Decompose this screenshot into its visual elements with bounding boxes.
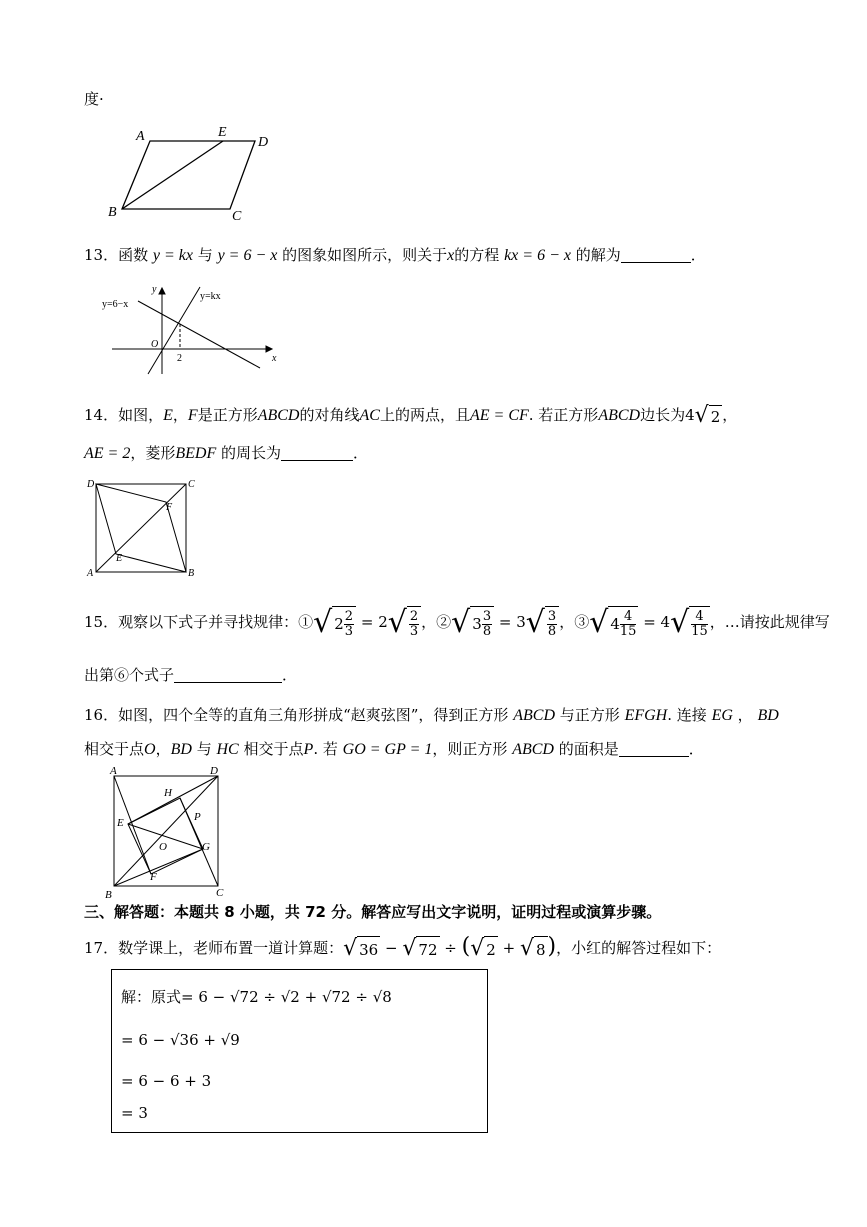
x-axis-arrow	[266, 346, 272, 352]
q14-text-i: 的周长为	[221, 444, 282, 462]
q15-item3-den2: 15	[691, 624, 708, 639]
q16-number: 16．	[84, 706, 119, 724]
q16-bd2: BD	[170, 741, 192, 758]
q15-item2-den2: 8	[547, 624, 557, 639]
label-c: C	[188, 479, 195, 490]
question-13	[84, 244, 706, 267]
q17-plus: +	[502, 939, 516, 957]
solution-line-2: = 6 − √36 + √9	[121, 1031, 240, 1049]
q14-bedf: BEDF	[175, 445, 217, 462]
question-14-line2	[84, 442, 368, 465]
solution-box	[111, 969, 488, 1133]
label-a: A	[136, 129, 145, 144]
q14-end: ．	[353, 444, 369, 462]
q14-side: 4	[685, 406, 695, 424]
question-16-line1	[84, 704, 779, 727]
q17-div: ÷	[444, 939, 457, 957]
q16-text-a: 如图，四个全等的直角三角形拼成“赵爽弦图”，得到正方形	[118, 706, 509, 724]
leg-d-e	[128, 776, 218, 824]
q16-text-d: ，	[737, 706, 753, 724]
q15-tail: ，…请按此规律写	[709, 613, 830, 631]
q13-graph-figure	[100, 282, 285, 377]
label-origin: O	[151, 339, 159, 350]
solution-step-1: = 6 − √72 ÷ √2 + √72 ÷ √8	[181, 988, 392, 1006]
q17-lp: (	[461, 934, 471, 959]
q14-text-g: ，	[722, 406, 738, 424]
q14-text-c: 的对角线	[299, 406, 360, 424]
q14-f: F	[187, 407, 198, 424]
q16-text-j: ，则正方形	[432, 740, 508, 758]
q16-abcd: ABCD	[513, 707, 555, 724]
label-axis-x: x	[272, 353, 277, 364]
label-y-6-x: y=6−x	[102, 299, 129, 310]
label-p: P	[194, 811, 201, 823]
q15-item1-coef: 2	[378, 613, 388, 631]
q14-text-f: 边长为	[640, 406, 686, 424]
q17-rp: )	[547, 934, 557, 959]
question-17: 17．数学课上，老师布置一道计算题：√ 36 − √ 72 ÷ (√ 2 + √ 8)，小红的解答过程如下：	[84, 934, 722, 961]
q13-number: 13．	[84, 246, 119, 264]
q14-number: 14．	[84, 406, 119, 424]
q16-text-f: ，	[155, 740, 171, 758]
q15-item2-mark: ②	[436, 613, 452, 631]
q14-text-b: 是正方形	[197, 406, 258, 424]
q17-text-a: 数学课上，老师布置一道计算题：	[118, 939, 344, 957]
q15-item2-num: 3	[482, 609, 492, 624]
label-b: B	[188, 568, 195, 579]
q14-text-a: 如图，	[118, 406, 164, 424]
q15-end: ．	[282, 666, 298, 684]
q16-abcd2: ABCD	[512, 741, 554, 758]
q16-answer-blank[interactable]	[619, 740, 689, 757]
question-15-line2	[84, 664, 297, 686]
label-a: A	[110, 765, 117, 777]
q13-text-a: 函数	[118, 246, 149, 264]
question-15-line1: 15．观察以下式子并寻找规律：①√ 2 $\frac{2}{3}$ = 2√ $\frac{2}{3}$ ，②√ 3 $\frac{3}{8}$ = 3√ $\frac{3}{8}$ ，③√ 4 $\frac{4}{15}$ = 4√ $\frac{4}{15}$ ，…请按此规律写	[84, 605, 830, 640]
q14-ae: AE = 2	[84, 445, 131, 462]
label-b: B	[105, 889, 112, 900]
q16-text-i: . 若	[313, 740, 338, 758]
q16-eq: GO = GP = 1	[342, 741, 433, 758]
q13-eq1: y = kx	[152, 247, 193, 264]
q14-square-figure	[84, 476, 204, 580]
label-e: E	[218, 125, 227, 140]
q13-var: x	[447, 247, 455, 264]
label-d: D	[210, 765, 218, 777]
question-14-line1: 14．如图，E，F是正方形ABCD的对角线AC上的两点，且AE = CF. 若正方形ABCD边长为4√ 2 ，	[84, 403, 738, 428]
q15-item3-num: 4	[620, 610, 637, 625]
diagonal-ac	[96, 484, 186, 572]
q15-item2-num2: 3	[547, 609, 557, 624]
q17-text-b: ，小红的解答过程如下：	[556, 939, 722, 957]
q16-text-g: 与	[196, 740, 212, 758]
q15-sep1: ，	[421, 613, 437, 631]
q16-text-h: 相交于点	[243, 740, 304, 758]
q15-item1-mark: ①	[298, 613, 314, 631]
label-axis-y: y	[152, 284, 157, 295]
label-c: C	[216, 887, 224, 899]
q15-item2-coef: 3	[516, 613, 526, 631]
q13-end: ．	[690, 246, 706, 264]
q15-item2-whole: 3	[472, 614, 482, 633]
q16-end: ．	[688, 740, 704, 758]
q17-number: 17．	[84, 939, 119, 957]
y-axis-arrow	[159, 288, 165, 294]
label-g: G	[202, 841, 210, 853]
label-d: D	[87, 479, 95, 490]
label-e: E	[117, 817, 124, 829]
line-y-6-minus-x	[138, 301, 260, 368]
q14-side-radicand: 2	[709, 405, 723, 428]
label-h: H	[164, 787, 172, 799]
label-o: O	[159, 841, 167, 853]
q15-text-b: 出第⑥个式子	[84, 666, 175, 684]
q16-bd: BD	[757, 707, 779, 724]
q14-comma: ，	[172, 406, 188, 424]
q13-eq3: kx = 6 − x	[504, 247, 571, 264]
parallelogram-shape	[122, 141, 255, 209]
q17-r4: 8	[534, 936, 548, 963]
q17-minus: −	[385, 939, 398, 957]
q15-number: 15．	[84, 613, 119, 631]
q17-r1: 36	[357, 936, 380, 963]
q16-p: P	[303, 741, 314, 758]
q13-text-c: 的图象如图所示，则关于	[282, 246, 448, 264]
q16-text-e: 相交于点	[84, 740, 145, 758]
segment-be	[122, 141, 223, 209]
solution-label: 解：原式	[121, 988, 182, 1006]
label-tick-2: 2	[177, 353, 182, 364]
solution-line-1	[121, 986, 392, 1007]
solution-line-3: = 6 − 6 + 3	[121, 1072, 212, 1090]
q15-sep2: ，	[559, 613, 575, 631]
q15-item3-num2: 4	[691, 610, 708, 625]
label-d: D	[258, 135, 269, 150]
q15-item3-coef: 4	[660, 613, 671, 631]
top-fragment: 度·	[84, 90, 104, 108]
q17-r2: 72	[416, 936, 439, 963]
q14-text-e: . 若正方形	[528, 406, 599, 424]
q15-item2-den: 8	[482, 624, 492, 639]
q14-ac: AC	[359, 407, 380, 424]
q14-abcd2: ABCD	[598, 407, 641, 424]
q14-abcd: ABCD	[257, 407, 300, 424]
q15-item1-den: 3	[344, 624, 354, 639]
q14-text-d: 上的两点，且	[379, 406, 470, 424]
label-f: F	[150, 871, 157, 883]
q15-item1-whole: 2	[334, 614, 344, 633]
q13-eq2: y = 6 − x	[217, 247, 278, 264]
q13-text-b: 与	[197, 246, 213, 264]
q16-zhaoshuang-figure	[100, 764, 240, 900]
q16-efgh: EFGH	[624, 707, 668, 724]
q16-text-b: 与正方形	[559, 706, 620, 724]
q15-item1-num: 2	[344, 609, 354, 624]
q16-text-k: 的面积是	[558, 740, 619, 758]
label-a: A	[87, 568, 94, 579]
q15-item3-den: 15	[619, 624, 637, 639]
q15-item3-whole: 4	[610, 614, 620, 633]
q15-item3-mark: ③	[574, 613, 590, 631]
q13-answer-blank[interactable]	[621, 246, 691, 263]
q16-o: O	[144, 741, 156, 758]
q17-r3: 2	[484, 936, 498, 963]
q14-e: E	[163, 407, 173, 424]
leg-b-g	[114, 849, 203, 886]
q14-answer-blank[interactable]	[281, 444, 353, 461]
solution-line-4: = 3	[121, 1104, 148, 1122]
q16-text-c: . 连接	[667, 706, 707, 724]
section-3-heading: 三、解答题：本题共 8 小题，共 72 分。解答应写出文字说明，证明过程或演算步骤。	[84, 903, 662, 921]
label-y-kx: y=kx	[200, 291, 221, 302]
parallelogram-figure	[100, 122, 280, 222]
q15-answer-blank[interactable]	[174, 666, 282, 683]
q15-item1-den2: 3	[409, 624, 419, 639]
label-e: E	[116, 553, 123, 564]
label-c: C	[232, 209, 242, 222]
q16-eg: EG	[711, 707, 733, 724]
q13-text-e: 的解为	[575, 246, 621, 264]
q16-hc: HC	[216, 741, 239, 758]
q15-text-a: 观察以下式子并寻找规律：	[118, 613, 299, 631]
question-16-line2	[84, 738, 704, 761]
label-f: F	[166, 502, 173, 513]
label-b: B	[108, 205, 117, 220]
q14-eq: AE = CF	[469, 407, 529, 424]
q15-item1-num2: 2	[409, 609, 419, 624]
q13-text-d: 的方程	[454, 246, 500, 264]
q14-text-h: ，菱形	[130, 444, 176, 462]
